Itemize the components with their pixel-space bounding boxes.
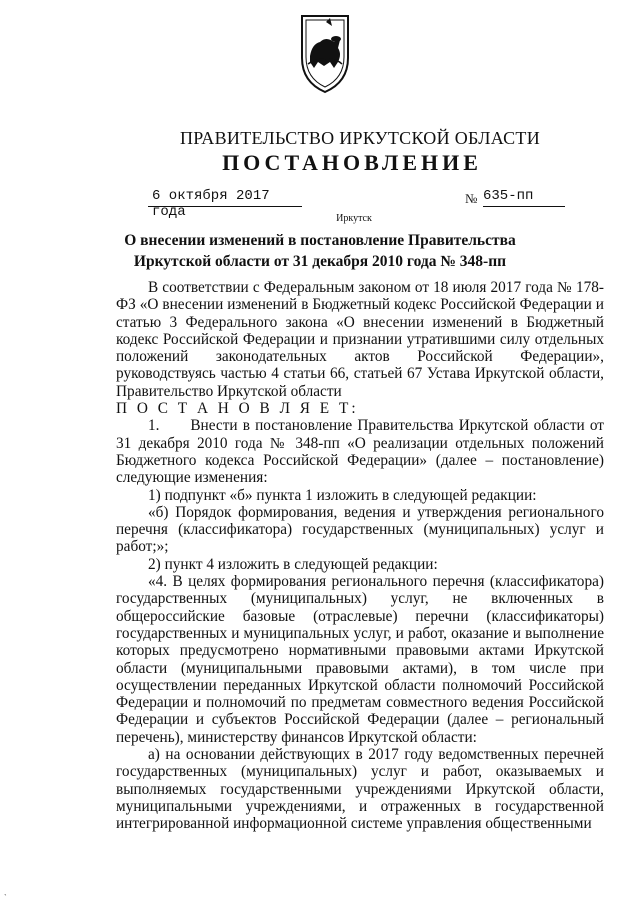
document-date-field bbox=[148, 188, 302, 220]
number-label: № bbox=[465, 191, 478, 206]
paragraph: 1. Внести в постановление Правительства Иркутской области от 31 декабря 2010 года № 348-пп «О реализации отдельных положений Бюджетного кодекса Российской Федерации» (далее – постановление) следующие изменения: bbox=[116, 417, 604, 487]
document-title: О внесении изменений в постановление Правительства Иркутской области от 31 декабря 2010 года № 348-пп bbox=[124, 232, 516, 270]
paragraph: «4. В целях формирования регионального перечня (классификатора) государственных (муниципальных) услуг, не включенных в общероссийские базовые (отраслевые) перечни (классификаторы) государственных и муниципальных услуг, и работ, оказание и выполнение которых предусмотрено нормативными правовыми актами Иркутской области (муниципальными правовыми актами), в том числе при осуществлении переданных Иркутской области полномочий Российской Федерации и полномочий по предметам совместного ведения Российской Федерации и субъектов Российской Федерации (далее – региональный перечень), министерству финансов Иркутской области: bbox=[116, 573, 604, 746]
government-name: ПРАВИТЕЛЬСТВО ИРКУТСКОЙ ОБЛАСТИ bbox=[179, 128, 541, 148]
document-body bbox=[116, 279, 604, 833]
corner-mark: ` bbox=[4, 893, 7, 902]
paragraph: 2) пункт 4 изложить в следующей редакции: bbox=[148, 555, 438, 573]
paragraph: «б) Порядок формирования, ведения и утверждения регионального перечня (классификатора) государственных (муниципальных) услуг и работ;»; bbox=[116, 503, 604, 556]
city-name: Иркутск bbox=[336, 213, 372, 224]
resolves-heading: П О С Т А Н О В Л Я Е Т: bbox=[116, 400, 359, 418]
coat-of-arms-emblem bbox=[296, 12, 354, 96]
document-date: 6 октября 2017 года bbox=[152, 188, 270, 220]
document-number: 635-пп bbox=[483, 188, 534, 204]
paragraph: В соответствии с Федеральным законом от 18 июля 2017 года № 178-ФЗ «О внесении изменений в Бюджетный кодекс Российской Федерации и статью 3 Федерального закона «О внесении изменений в Бюджетный кодекс Российской Федерации и признании утратившими силу отдельных положений законодательных актов Российской Федерации», руководствуясь частью 4 статьи 66, статьей 67 Устава Иркутской области, Правительство Иркутской области bbox=[116, 279, 604, 400]
document-number-field bbox=[483, 188, 565, 207]
paragraph: а) на основании действующих в 2017 году ведомственных перечней государственных (муниципальных) услуг и работ, оказываемых и выполняемых государственными учреждениями Иркутской области, муниципальными учреждениями, и отраженных в государственной интегрированной информационной системе управления общественными bbox=[116, 746, 604, 833]
document-type: ПОСТАНОВЛЕНИЕ bbox=[222, 150, 482, 175]
paragraph: 1) подпункт «б» пункта 1 изложить в следующей редакции: bbox=[148, 486, 537, 504]
